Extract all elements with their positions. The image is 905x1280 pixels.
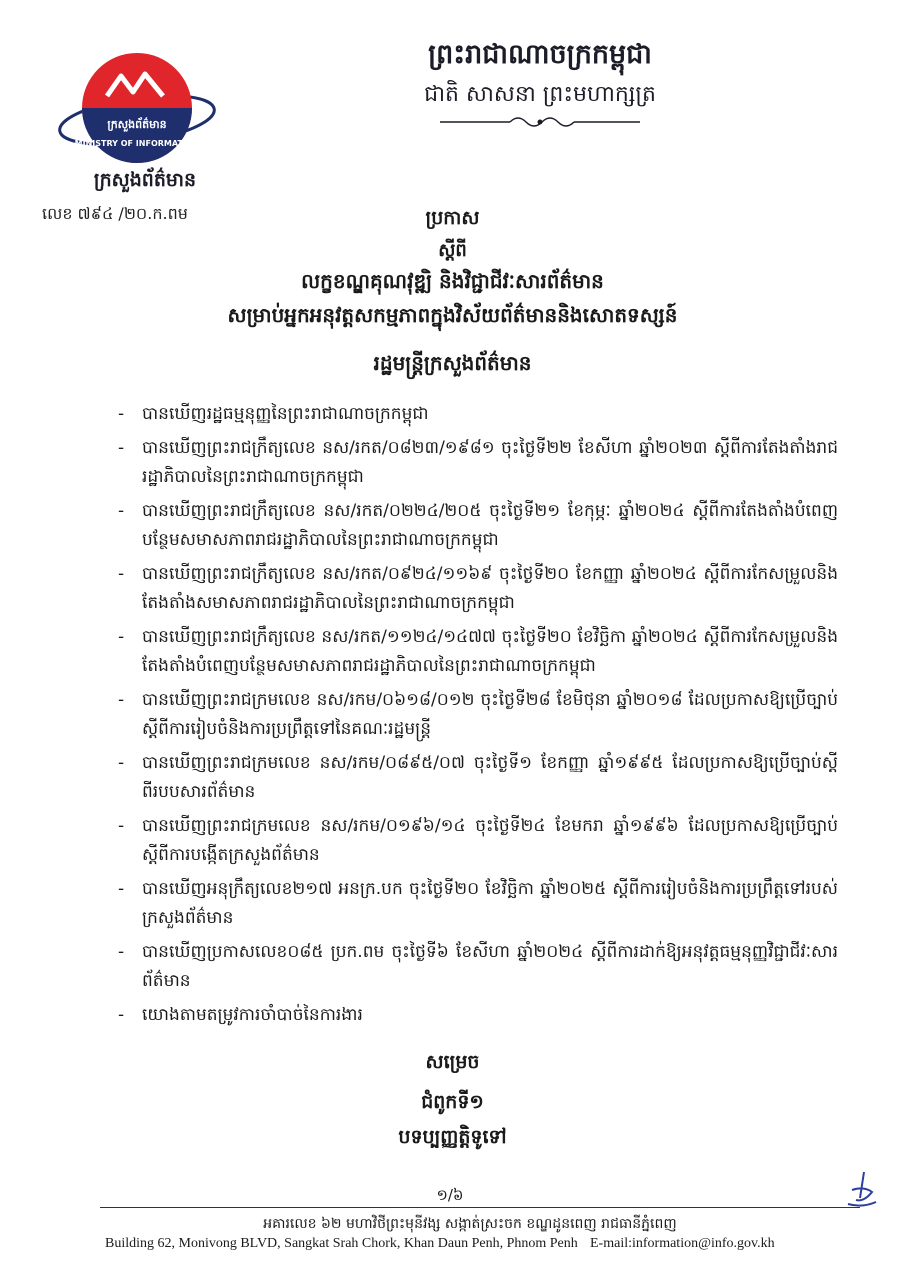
list-item: - បានឃើញព្រះរាជក្រឹត្យលេខ នស/រកត/០៩២៤/១១៦៩ ចុះថ្ងៃទី២០ ខែកញ្ញា ឆ្នាំ២០២៤ ស្តីពីការកែសម្រួលនិងតែងតាំងសមាសភាពរាជរដ្ឋាភិបាលនៃព្រះរាជាណាចក្រកម្ពុជា (118, 563, 838, 613)
reference-number: លេខ ៧៩៤ /២០.ក.ពម (42, 204, 188, 223)
list-item: - បានឃើញព្រះរាជក្រមលេខ នស/រកម/០១៩៦/១៤ ចុះថ្ងៃទី២៤ ខែមករា ឆ្នាំ១៩៩៦ ដែលប្រកាសឱ្យប្រើច្បាប់ស្តីពីការបង្កើតក្រសួងព័ត៌មាន (118, 815, 838, 865)
decision-heading: សម្រេច (425, 1051, 480, 1073)
svg-text:ក្រសួងព័ត៌មាន: ក្រសួងព័ត៌មាន (107, 118, 167, 131)
list-item: - បានឃើញព្រះរាជក្រឹត្យលេខ នស/រកត/០២២៤/២០៥ ចុះថ្ងៃទី២១ ខែកុម្ភៈ ឆ្នាំ២០២៤ ស្តីពីការតែងតាំងបំពេញបន្ថែមសមាសភាពរាជរដ្ឋាភិបាលនៃព្រះរាជាណាចក្រកម្ពុជា (118, 500, 838, 550)
footer-divider (100, 1207, 860, 1208)
chapter-heading: ជំពូកទី១ (421, 1091, 484, 1113)
considerations-list (118, 400, 838, 1034)
document-subject-line-1: លក្ខខណ្ឌគុណវុឌ្ឍិ និងវិជ្ជាជីវៈសារព័ត៌មាន (301, 269, 604, 293)
ministry-logo (55, 48, 220, 178)
list-item: - យោងតាមតម្រូវការចាំបាច់នៃការងារ (118, 1004, 363, 1025)
initials-signature (842, 1168, 882, 1213)
ornament-divider (440, 112, 640, 132)
page-number: ១/៦ (436, 1186, 464, 1204)
footer-email: E-mail:information@info.gov.kh (590, 1236, 775, 1251)
list-item: - បានឃើញព្រះរាជក្រឹត្យលេខ នស/រកត/១១២៤/១៤៧៧ ចុះថ្ងៃទី២០ ខែវិច្ឆិកា ឆ្នាំ២០២៤ ស្តីពីការកែសម្រួលនិងតែងតាំងបំពេញបន្ថែមសមាសភាពរាជរដ្ឋាភិបាលនៃព្រះរាជាណាចក្រកម្ពុជា (118, 626, 838, 676)
issuer-title: រដ្ឋមន្ត្រីក្រសួងព័ត៌មាន (373, 351, 532, 375)
document-type: ប្រកាស (425, 207, 480, 229)
footer-address-english: Building 62, Monivong BLVD, Sangkat Srah Chork, Khan Daun Penh, Phnom Penh (105, 1236, 578, 1251)
document-about: ស្តីពី (438, 240, 467, 261)
svg-text:MINISTRY OF INFORMATION: MINISTRY OF INFORMATION (74, 139, 200, 148)
list-item: - បានឃើញអនុក្រឹត្យលេខ២១៧ អនក្រ.បក ចុះថ្ងៃទី២០ ខែវិច្ឆិកា ឆ្នាំ២០២៥ ស្តីពីការរៀបចំនិងការប្រព្រឹត្តទៅរបស់ក្រសួងព័ត៌មាន (118, 878, 838, 928)
ministry-name: ក្រសួងព័ត៌មាន (93, 169, 197, 191)
list-item: - បានឃើញព្រះរាជក្រមលេខ នស/រកម/០៨៩៥/០៧ ចុះថ្ងៃទី១ ខែកញ្ញា ឆ្នាំ១៩៩៥ ដែលប្រកាសឱ្យប្រើច្បាប់ស្តីពីរបបសារព័ត៌មាន (118, 752, 838, 802)
kingdom-title: ព្រះរាជាណាចក្រកម្ពុជា (428, 39, 652, 70)
list-item: - បានឃើញព្រះរាជក្រមលេខ នស/រកម/០៦១៨/០១២ ចុះថ្ងៃទី២៨ ខែមិថុនា ឆ្នាំ២០១៨ ដែលប្រកាសឱ្យប្រើច្បាប់ស្តីពីការរៀបចំនិងការប្រព្រឹត្តទៅនៃគណៈរដ្ឋមន្ត្រី (118, 689, 838, 739)
chapter-title: បទប្បញ្ញត្តិទូទៅ (398, 1126, 507, 1148)
list-item: - បានឃើញព្រះរាជក្រឹត្យលេខ នស/រកត/០៨២៣/១៩៨១ ចុះថ្ងៃទី២២ ខែសីហា ឆ្នាំ២០២៣ ស្តីពីការតែងតាំងរាជរដ្ឋាភិបាលនៃព្រះរាជាណាចក្រកម្ពុជា (118, 437, 838, 487)
list-item: - បានឃើញប្រកាសលេខ០៨៥ ប្រក.ពម ចុះថ្ងៃទី៦ ខែសីហា ឆ្នាំ២០២៤ ស្តីពីការដាក់ឱ្យអនុវត្តធម្មនុញ្ញវិជ្ជាជីវៈសារព័ត៌មាន (118, 941, 838, 991)
list-item: - បានឃើញរដ្ឋធម្មនុញ្ញនៃព្រះរាជាណាចក្រកម្ពុជា (118, 404, 429, 424)
footer-address-khmer: អគារលេខ ៦២ មហាវិថីព្រះមុនីវង្ស សង្កាត់ស្រះចក ខណ្ឌដូនពេញ រាជធានីភ្នំពេញ (263, 1216, 677, 1232)
document-subject-line-2: សម្រាប់អ្នកអនុវត្តសកម្មភាពក្នុងវិស័យព័ត៌មាននិងសោតទស្សន៍ (227, 303, 678, 327)
national-motto: ជាតិ សាសនា ព្រះមហាក្សត្រ (424, 82, 656, 107)
